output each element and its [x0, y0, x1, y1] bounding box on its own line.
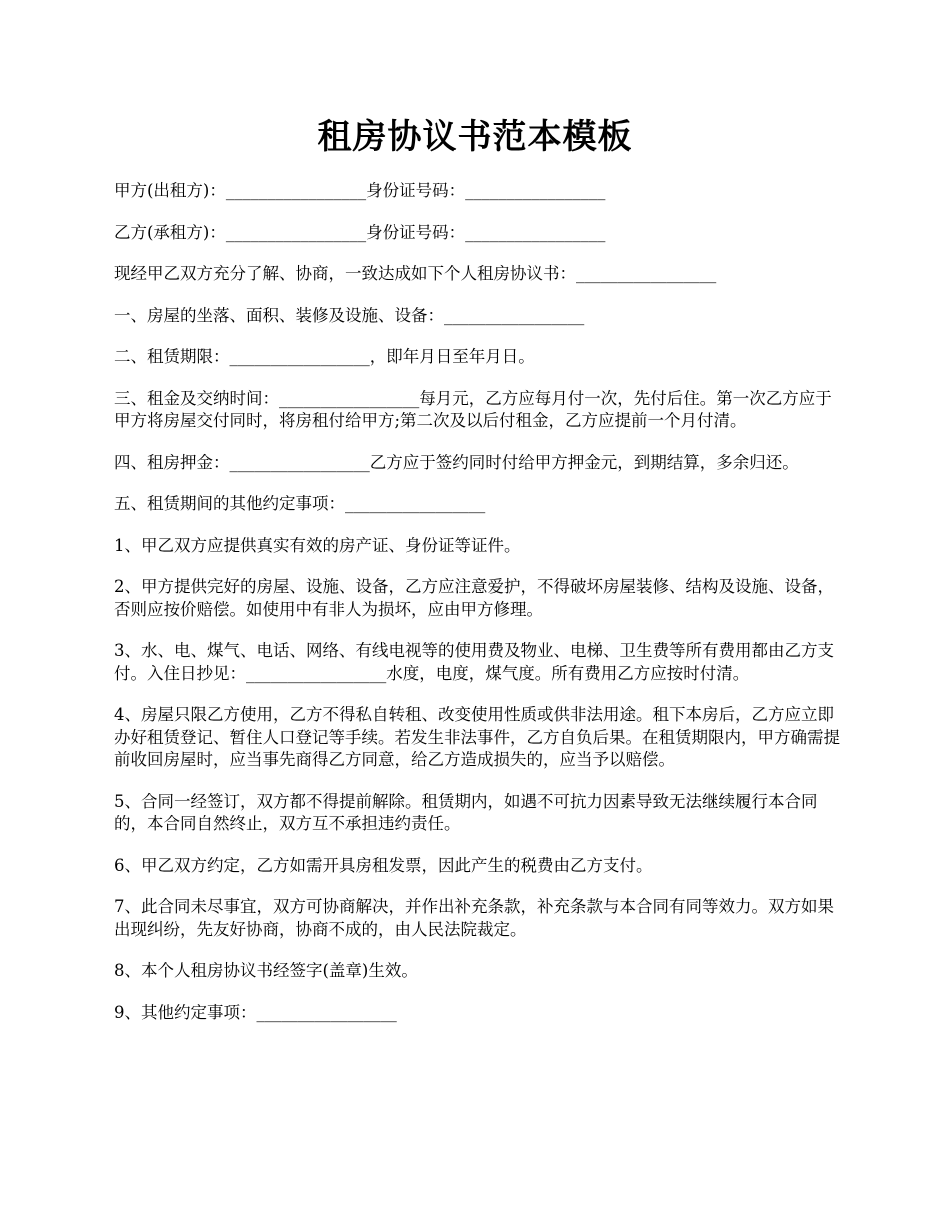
- document-title: 租房协议书范本模板: [317, 117, 633, 157]
- paragraph-item-6: 6、甲乙双方约定，乙方如需开具房租发票，因此产生的税费由乙方支付。: [114, 855, 653, 875]
- paragraph-item-7: 7、此合同未尽事宜，双方可协商解决，并作出补充条款，补充条款与本合同有同等效力。双方如果出现纠纷，先友好协商，协商不成的，由人民法院裁定。: [114, 897, 834, 939]
- paragraph-lessor: 甲方(出租方)：_________________身份证号码：_________________: [114, 181, 606, 200]
- paragraph-clause-2: 二、租赁期限：_________________，即年月日至年月日。: [114, 347, 535, 366]
- paragraph-item-9: 9、其他约定事项：_________________: [114, 1002, 397, 1022]
- paragraph-item-5: 5、合同一经签订，双方都不得提前解除。租赁期内，如遇不可抗力因素导致无法继续履行本合同的，本合同自然终止，双方互不承担违约责任。: [114, 791, 818, 833]
- paragraph-clause-4: 四、租房押金：_________________乙方应于签约同时付给甲方押金元，到期结算，多余归还。: [114, 452, 799, 472]
- paragraph-lessee: 乙方(承租方)：_________________身份证号码：_________________: [114, 222, 606, 242]
- document-body: [114, 180, 840, 1043]
- paragraph-clause-5: 五、租赁期间的其他约定事项：_________________: [114, 494, 486, 513]
- paragraph-item-4: 4、房屋只限乙方使用，乙方不得私自转租、改变使用性质或供非法用途。租下本房后，乙方应立即办好租赁登记、暂住人口登记等手续。若发生非法事件，乙方自负后果。在租赁期限内，甲方确需提前收回房屋时，应当事先商得乙方同意，给乙方造成损失的，应当予以赔偿。: [114, 705, 840, 769]
- paragraph-item-1: 1、甲乙双方应提供真实有效的房产证、身份证等证件。: [114, 535, 521, 555]
- paragraph-preamble: 现经甲乙双方充分了解、协商，一致达成如下个人租房协议书：_________________: [114, 264, 717, 283]
- paragraph-item-2: 2、甲方提供完好的房屋、设施、设备，乙方应注意爱护，不得破坏房屋装修、结构及设施、设备，否则应按价赔偿。如使用中有非人为损坏，应由甲方修理。: [114, 577, 834, 619]
- paragraph-item-8: 8、本个人租房协议书经签字(盖章)生效。: [114, 961, 418, 980]
- paragraph-clause-3: 三、租金及交纳时间：_________________每月元，乙方应每月付一次，先付后住。第一次乙方应于甲方将房屋交付同时，将房租付给甲方;第二次及以后付租金，乙方应提前一个月付清。: [114, 388, 832, 430]
- paragraph-clause-1: 一、房屋的坐落、面积、装修及设施、设备：_________________: [114, 305, 585, 325]
- paragraph-item-3: 3、水、电、煤气、电话、网络、有线电视等的使用费及物业、电梯、卫生费等所有费用都由乙方支付。入住日抄见：_________________水度，电度，煤气度。所有费用乙方应按时付清。: [114, 641, 834, 683]
